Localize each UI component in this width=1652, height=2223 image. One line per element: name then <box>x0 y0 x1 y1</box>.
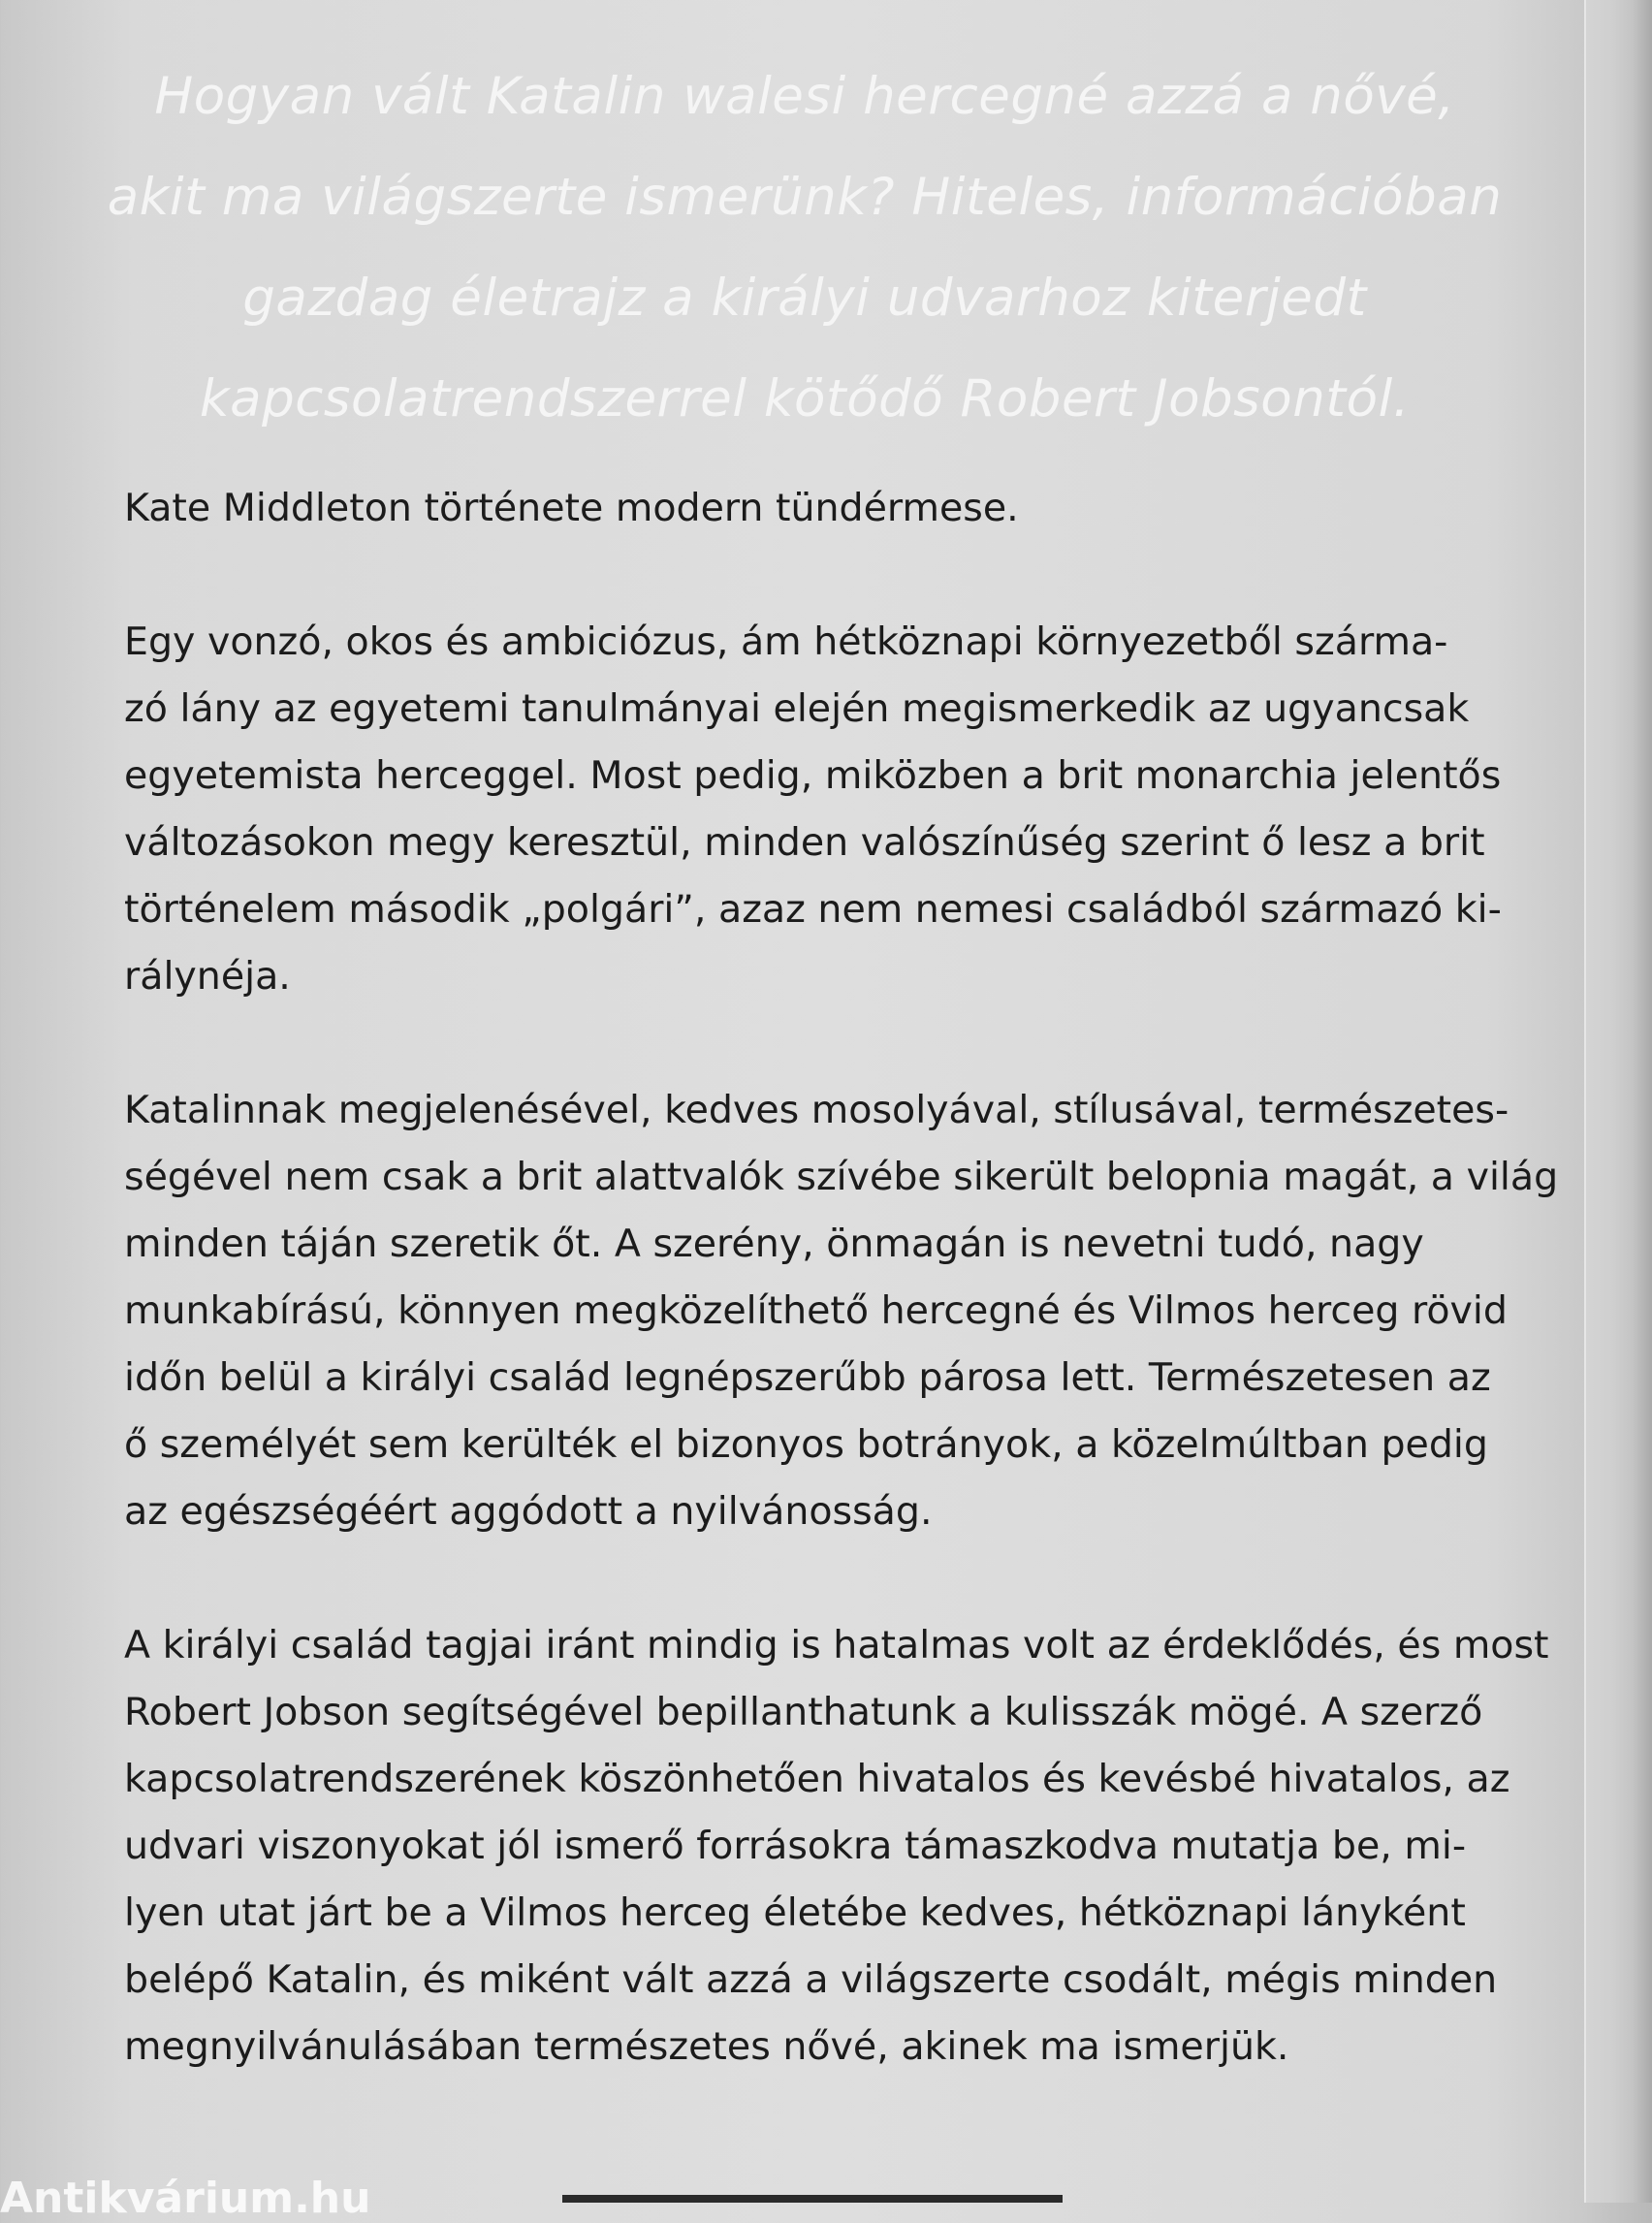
text-line: rálynéja. <box>124 954 291 999</box>
paragraph-story <box>124 609 1502 1010</box>
text-line: lyen utat járt be a Vilmos herceg életébe kedves, hétköznapi lányként <box>124 1890 1466 1935</box>
text-line: megnyilvánulásában természetes nővé, akinek ma ismerjük. <box>124 2024 1289 2069</box>
text-line: zó lány az egyetemi tanulmányai elején megismerkedik az ugyancsak <box>124 686 1470 731</box>
paragraph-popularity <box>124 1077 1559 1545</box>
watermark: Antikvárium.hu <box>0 2174 371 2223</box>
text-line: Robert Jobson segítségével bepillanthatunk a kulisszák mögé. A szerző <box>124 1690 1483 1734</box>
text-line: egyetemista herceggel. Most pedig, miközben a brit monarchia jelentős <box>124 753 1502 798</box>
blurb-line: kapcsolatrendszerrel kötődő Robert Jobsontól. <box>199 369 1411 429</box>
blurb-line: akit ma világszerte ismerünk? Hiteles, információban <box>107 168 1503 227</box>
text-line: változásokon megy keresztül, minden valószínűség szerint ő lesz a brit <box>124 820 1485 865</box>
text-line: ségével nem csak a brit alattvalók szívébe sikerült belopnia magát, a világ <box>124 1155 1559 1199</box>
book-page-edge <box>1584 0 1652 2203</box>
text-line: minden táján szeretik őt. A szerény, önmagán is nevetni tudó, nagy <box>124 1222 1424 1266</box>
text-line: Kate Middleton története modern tündérmese. <box>124 486 1019 530</box>
blurb-line: Hogyan vált Katalin walesi hercegné azzá a nővé, <box>154 67 1455 126</box>
text-line: A királyi család tagjai iránt mindig is hatalmas volt az érdeklődés, és most <box>124 1623 1549 1667</box>
paragraph-intro <box>124 475 1481 542</box>
bottom-bar <box>562 2195 1063 2203</box>
text-line: Egy vonzó, okos és ambiciózus, ám hétköznapi környezetből szárma- <box>124 619 1448 664</box>
text-line: kapcsolatrendszerének köszönhetően hivatalos és kevésbé hivatalos, az <box>124 1757 1510 1801</box>
text-line: Katalinnak megjelenésével, kedves mosolyával, stílusával, természetes- <box>124 1088 1509 1132</box>
blurb-line: gazdag életrajz a királyi udvarhoz kiterjedt <box>242 269 1367 328</box>
text-line: munkabírású, könnyen megközelíthető hercegné és Vilmos herceg rövid <box>124 1288 1508 1333</box>
text-line: időn belül a királyi család legnépszerűbb párosa lett. Természetesen az <box>124 1355 1491 1400</box>
text-line: az egészségéért aggódott a nyilvánosság. <box>124 1489 933 1534</box>
text-line: ő személyét sem kerülték el bizonyos botrányok, a közelmúltban pedig <box>124 1422 1488 1467</box>
text-line: udvari viszonyokat jól ismerő forrásokra támaszkodva mutatja be, mi- <box>124 1824 1467 1868</box>
body-text <box>124 475 1559 2147</box>
cover-blurb <box>107 47 1503 450</box>
text-line: történelem második „polgári”, azaz nem nemesi családból származó ki- <box>124 887 1502 932</box>
text-line: belépő Katalin, és miként vált azzá a világszerte csodált, mégis minden <box>124 1957 1498 2002</box>
paragraph-author <box>124 1612 1549 2080</box>
